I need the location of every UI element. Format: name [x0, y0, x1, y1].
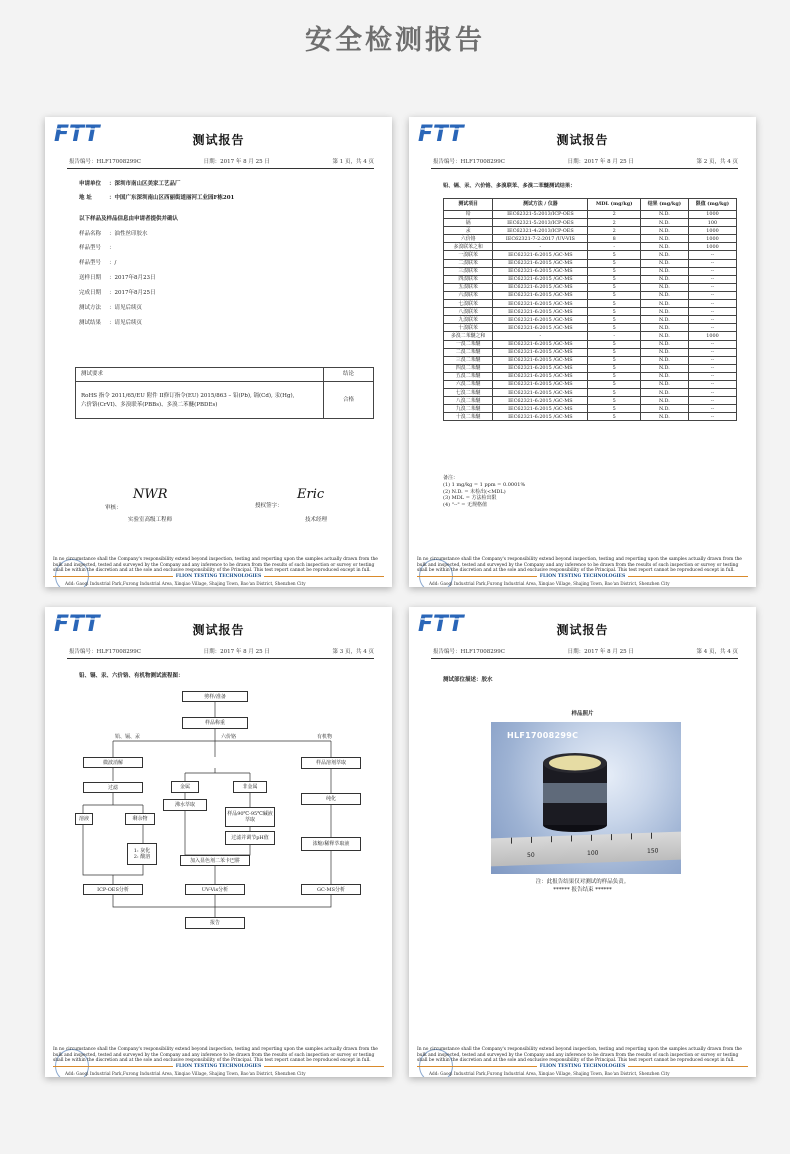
table-row [444, 235, 737, 243]
table-cell: -- [688, 291, 736, 299]
table-cell: -- [688, 316, 736, 324]
footer-bar [53, 1064, 384, 1069]
table-cell: -- [688, 308, 736, 316]
table-cell: N.D. [640, 389, 688, 397]
flow-step-extract: 样品溶剂萃取 [301, 757, 361, 769]
table-cell: 三溴二苯醚 [444, 356, 493, 364]
divider [431, 168, 738, 169]
table-cell: IEC62321-6:2015 /GC-MS [493, 283, 588, 291]
table-row [444, 251, 737, 259]
summary-header: 测试要求 [81, 371, 104, 378]
table-row [444, 413, 737, 421]
note-line: (4) "--" = 无规格值 [443, 502, 488, 508]
table-cell: IEC62321-6:2015 /GC-MS [493, 259, 588, 267]
row-value: ：请见后续页 [109, 305, 143, 311]
table-cell: 1000 [688, 227, 736, 235]
summary-table [75, 367, 374, 419]
signature-reviewer: NWR [133, 487, 168, 502]
table-cell: 5 [588, 283, 640, 291]
disclaimer: In no circumstance shall the Company's responsibility extend beyond inspection, testing and reporting upon the samples actually drawn from the bulk and inspected, tested and surveyed by the Company and any inference to be drawn from the results of such inspection or survey or testing shall be within the discretion and at the sole and exclusive responsibility of the Principal. This test report cannot be reproduced except in full. [417, 1047, 742, 1063]
report-meta [433, 649, 738, 656]
table-header-cell: 测试项目 [444, 199, 493, 211]
flowchart-heading: 铅、镉、汞、六价铬、有机物测试流程图： [79, 673, 184, 679]
table-cell: N.D. [640, 324, 688, 332]
table-cell: 100 [688, 219, 736, 227]
table-row [444, 243, 737, 251]
table-row [444, 283, 737, 291]
table-cell: - [588, 243, 640, 251]
table-cell: 三溴联苯 [444, 267, 493, 275]
page-number: 第 4 页，共 4 页 [696, 649, 738, 655]
table-cell: 2 [588, 227, 640, 235]
photo-caption: 样品照片 [571, 711, 594, 717]
table-cell: N.D. [640, 275, 688, 283]
disclaimer: In no circumstance shall the Company's responsibility extend beyond inspection, testing and reporting upon the samples actually drawn from the bulk and inspected, tested and surveyed by the Company and any inference to be drawn from the results of such inspection or survey or testing shall be within the discretion and at the sole and exclusive responsibility of the Principal. This test report cannot be reproduced except in full. [53, 557, 378, 573]
row-value: ：2017年8月23日 [109, 275, 156, 281]
table-cell: 5 [588, 308, 640, 316]
table-cell: IEC62321-4:2013/ICP-OES [493, 227, 588, 235]
flow-step-solution: 溶液 [75, 813, 93, 825]
table-cell: IEC62321-6:2015 /GC-MS [493, 324, 588, 332]
table-cell: 一溴二苯醚 [444, 340, 493, 348]
table-cell: N.D. [640, 227, 688, 235]
table-cell: N.D. [640, 372, 688, 380]
table-cell: N.D. [640, 340, 688, 348]
table-cell: 5 [588, 259, 640, 267]
table-cell: -- [688, 300, 736, 308]
page-number: 第 3 页，共 4 页 [332, 649, 374, 655]
table-cell: 5 [588, 413, 640, 421]
table-cell: 1000 [688, 243, 736, 251]
applicant-row [79, 181, 181, 188]
flow-step-ash: 1: 灰化 2: 酸溶 [127, 843, 157, 865]
table-cell: 5 [588, 356, 640, 364]
sample-row [79, 290, 156, 297]
row-key: 送样日期 [79, 275, 102, 281]
sample-row [79, 275, 156, 282]
test-part-description: 测试部位描述：胶水 [443, 677, 493, 683]
table-cell: IEC62321-6:2015 /GC-MS [493, 356, 588, 364]
table-cell: 一溴联苯 [444, 251, 493, 259]
table-row [444, 372, 737, 380]
address-value: ：中国广东深圳南山区西丽街道丽河工业园F栋201 [109, 195, 235, 201]
approve-label: 审核： [105, 505, 122, 511]
table-cell: IEC62321-5:2013/ICP-OES [493, 211, 588, 219]
table-row [444, 324, 737, 332]
table-cell: N.D. [640, 235, 688, 243]
row-value: ：2017年8月25日 [109, 290, 156, 296]
table-cell: - [493, 332, 588, 340]
table-cell: 铅 [444, 211, 493, 219]
report-date: 日期：2017 年 8 月 25 日 [567, 649, 634, 655]
table-cell: 五溴联苯 [444, 283, 493, 291]
table-cell: 四溴联苯 [444, 275, 493, 283]
page-number: 第 1 页，共 4 页 [332, 159, 374, 165]
summary-line: 六价铬(CrVI)、多溴联苯(PBBs)、多溴二苯醚(PBDEs) [81, 401, 218, 408]
sample-row [79, 245, 115, 252]
row-value: ：油性丝印胶水 [109, 231, 148, 237]
table-cell: N.D. [640, 332, 688, 340]
table-cell: 汞 [444, 227, 493, 235]
table-cell: 5 [588, 291, 640, 299]
table-cell: IEC62321-6:2015 /GC-MS [493, 405, 588, 413]
table-cell: 镉 [444, 219, 493, 227]
report-meta [433, 159, 738, 166]
table-cell: 5 [588, 251, 640, 259]
table-cell: IEC62321-7-2:2017 /UV-VIS [493, 235, 588, 243]
table-cell: -- [688, 413, 736, 421]
report-number: 报告编号：HLF17008299C [433, 159, 505, 165]
table-cell: 2 [588, 211, 640, 219]
table-cell: 5 [588, 340, 640, 348]
row-key: 样品型号 [79, 245, 102, 251]
footer-bar [417, 1064, 748, 1069]
table-cell: 5 [588, 405, 640, 413]
table-cell: 5 [588, 364, 640, 372]
table-row [444, 364, 737, 372]
table-cell: 5 [588, 348, 640, 356]
flow-step-icp: ICP-OES分析 [83, 884, 143, 895]
footer-address: Add: Gaoqi Industrial Park,Furong Industrial Area, Xinqiao Village, Shajing Town, Bao'an District, Shenzhen City [65, 1070, 306, 1076]
table-cell: 八溴联苯 [444, 308, 493, 316]
results-heading: 铅、镉、汞、六价铬、多溴联苯、多溴二苯醚测试结果： [443, 183, 576, 189]
table-cell: N.D. [640, 291, 688, 299]
table-cell: 1000 [688, 235, 736, 243]
table-cell: N.D. [640, 219, 688, 227]
table-cell: IEC62321-6:2015 /GC-MS [493, 372, 588, 380]
conclusion-header: 结论 [323, 368, 373, 381]
footer-address: Add: Gaoqi Industrial Park,Furong Industrial Area, Xinqiao Village, Shajing Town, Bao'an District, Shenzhen City [65, 580, 306, 586]
results-notes [443, 475, 525, 509]
table-cell: 十溴联苯 [444, 324, 493, 332]
table-cell: N.D. [640, 267, 688, 275]
table-cell: IEC62321-6:2015 /GC-MS [493, 413, 588, 421]
report-page-2 [409, 117, 756, 587]
table-header-cell: 结果 (mg/kg) [640, 199, 688, 211]
table-row [444, 219, 737, 227]
report-date: 日期：2017 年 8 月 25 日 [567, 159, 634, 165]
auth-role: 技术经理 [305, 517, 328, 523]
table-cell: 九溴联苯 [444, 316, 493, 324]
branch-organics: 有机物 [317, 734, 333, 740]
summary-line: RoHS 指令 2011/65/EU 附件 II修订指令(EU) 2015/863 – 铅(Pb), 镉(Cd), 汞(Hg), [81, 393, 295, 400]
report-number: 报告编号：HLF17008299C [69, 159, 141, 165]
table-cell: 1000 [688, 332, 736, 340]
flow-step-nonmetal: 非金属 [233, 781, 267, 793]
flow-step-report: 报告 [185, 917, 245, 929]
table-row [444, 316, 737, 324]
flow-step-prepare: 剪样/准备 [182, 691, 248, 702]
table-cell: IEC62321-6:2015 /GC-MS [493, 380, 588, 388]
svg-text:FTT: FTT [418, 122, 464, 145]
flow-step-concentrate: 浓缩/稀释萃取液 [301, 837, 361, 851]
signature-manager: Eric [297, 487, 325, 502]
page-number: 第 2 页，共 4 页 [696, 159, 738, 165]
table-cell: IEC62321-6:2015 /GC-MS [493, 267, 588, 275]
table-cell: -- [688, 380, 736, 388]
table-header-cell: 限值 (mg/kg) [688, 199, 736, 211]
table-cell: -- [688, 275, 736, 283]
report-page-3 [45, 607, 392, 1077]
table-cell: 2 [588, 219, 640, 227]
table-cell: N.D. [640, 211, 688, 219]
table-cell: IEC62321-6:2015 /GC-MS [493, 316, 588, 324]
table-row [444, 356, 737, 364]
table-cell: 十溴二苯醚 [444, 413, 493, 421]
table-cell: 五溴二苯醚 [444, 372, 493, 380]
flow-step-metal: 金属 [171, 781, 199, 793]
report-title: 测试报告 [192, 623, 245, 637]
auth-label: 授权签字： [255, 503, 283, 509]
table-cell: IEC62321-6:2015 /GC-MS [493, 397, 588, 405]
table-cell: -- [688, 389, 736, 397]
table-cell: -- [688, 405, 736, 413]
table-cell: 八溴二苯醚 [444, 397, 493, 405]
table-cell: IEC62321-6:2015 /GC-MS [493, 389, 588, 397]
table-cell: IEC62321-6:2015 /GC-MS [493, 300, 588, 308]
footer-address: Add: Gaoqi Industrial Park,Furong Industrial Area, Xinqiao Village, Shajing Town, Bao'an District, Shenzhen City [429, 1070, 670, 1076]
sample-info-heading: 以下样品及样品信息由申请者提供并确认 [79, 216, 179, 222]
table-cell: IEC62321-6:2015 /GC-MS [493, 340, 588, 348]
table-cell: -- [688, 283, 736, 291]
table-cell: -- [688, 364, 736, 372]
report-date: 日期：2017 年 8 月 25 日 [203, 159, 270, 165]
flow-step-residue: 剩余物 [125, 813, 155, 825]
table-cell: N.D. [640, 251, 688, 259]
table-row [444, 259, 737, 267]
photo-sample-id: HLF17008299C [507, 731, 579, 740]
flow-step-alkaline: 样品90℃-95℃碱液萃取 [225, 807, 275, 827]
disclaimer: In no circumstance shall the Company's responsibility extend beyond inspection, testing and reporting upon the samples actually drawn from the bulk and inspected, tested and surveyed by the Company and any inference to be drawn from the results of such inspection or survey or testing shall be within the discretion and at the sole and exclusive responsibility of the Principal. This test report cannot be reproduced except in full. [417, 557, 742, 573]
table-row [444, 348, 737, 356]
table-row [444, 332, 737, 340]
address-label: 地 址 [79, 195, 92, 201]
conclusion-value: 合格 [323, 382, 373, 419]
table-cell: - [493, 243, 588, 251]
row-key: 测试结果 [79, 320, 102, 326]
table-cell: 七溴二苯醚 [444, 389, 493, 397]
table-cell: 七溴联苯 [444, 300, 493, 308]
table-row [444, 308, 737, 316]
table-cell: 多溴二苯醚之和 [444, 332, 493, 340]
table-cell: 5 [588, 324, 640, 332]
report-date: 日期：2017 年 8 月 25 日 [203, 649, 270, 655]
footer-company: FLION TESTING TECHNOLOGIES [175, 573, 262, 579]
table-cell: N.D. [640, 364, 688, 372]
flow-step-gcms: GC-MS分析 [301, 884, 361, 895]
flow-step-digest: 微波消解 [83, 757, 143, 768]
report-number: 报告编号：HLF17008299C [69, 649, 141, 655]
table-row [444, 291, 737, 299]
table-row [444, 227, 737, 235]
table-cell: N.D. [640, 243, 688, 251]
table-cell: 5 [588, 380, 640, 388]
branch-heavy-metals: 铅、镉、汞 [115, 734, 141, 740]
table-cell: N.D. [640, 316, 688, 324]
row-value: ：/ [109, 260, 117, 266]
table-cell: IEC62321-6:2015 /GC-MS [493, 291, 588, 299]
flow-step-weigh: 样品称重 [182, 717, 248, 729]
table-header-cell: MDL (mg/kg) [588, 199, 640, 211]
table-cell: -- [688, 397, 736, 405]
branch-chromium: 六价铬 [221, 734, 237, 740]
footer-company: FLION TESTING TECHNOLOGIES [539, 1063, 626, 1069]
applicant-label: 申请单位 [79, 181, 102, 187]
row-value: ： [109, 245, 115, 251]
sample-row [79, 305, 142, 312]
flow-step-uv: UV-Vis分析 [185, 884, 245, 895]
table-cell: N.D. [640, 397, 688, 405]
ruler-mark: 150 [647, 847, 659, 855]
disclaimer: In no circumstance shall the Company's responsibility extend beyond inspection, testing and reporting upon the samples actually drawn from the bulk and inspected, tested and surveyed by the Company and any inference to be drawn from the results of such inspection or survey or testing shall be within the discretion and at the sole and exclusive responsibility of the Principal. This test report cannot be reproduced except in full. [53, 1047, 378, 1063]
table-cell: 5 [588, 267, 640, 275]
table-cell: -- [688, 340, 736, 348]
divider [431, 658, 738, 659]
table-cell: N.D. [640, 380, 688, 388]
table-cell: 六价铬 [444, 235, 493, 243]
flow-step-color: 加入显色剂二苯卡巴肼 [180, 855, 250, 866]
table-row [444, 380, 737, 388]
table-row [444, 340, 737, 348]
table-cell: N.D. [640, 308, 688, 316]
note-line: 备注： [443, 475, 459, 481]
row-value: ：请见后续页 [109, 320, 143, 326]
svg-text:FTT: FTT [418, 612, 464, 635]
row-key: 样品名称 [79, 231, 102, 237]
table-row [444, 300, 737, 308]
table-cell: 5 [588, 300, 640, 308]
result-note: 注：此报告结果仅对测试的样品负责。 [535, 879, 630, 885]
footer-bar [53, 574, 384, 579]
table-cell: -- [688, 267, 736, 275]
note-line: (2) N.D. = 未检出(<MDL) [443, 488, 506, 495]
table-cell: -- [688, 356, 736, 364]
table-cell: - [588, 332, 640, 340]
row-key: 完成日期 [79, 290, 102, 296]
table-cell: N.D. [640, 300, 688, 308]
applicant-value: ：深圳市南山区美家工艺品厂 [109, 181, 181, 187]
table-cell: 8 [588, 235, 640, 243]
approve-role: 实验室高级工程师 [128, 517, 173, 523]
table-cell: 多溴联苯之和 [444, 243, 493, 251]
report-meta [69, 159, 374, 166]
table-cell: 九溴二苯醚 [444, 405, 493, 413]
table-cell: IEC62321-5:2013/ICP-OES [493, 219, 588, 227]
table-row [444, 267, 737, 275]
table-cell: 二溴联苯 [444, 259, 493, 267]
footer-company: FLION TESTING TECHNOLOGIES [175, 1063, 262, 1069]
table-cell: 六溴二苯醚 [444, 380, 493, 388]
table-cell: N.D. [640, 283, 688, 291]
note-line: (3) MDL = 方法检出限 [443, 495, 497, 502]
table-header-cell: 测试方法 / 仪器 [493, 199, 588, 211]
table-cell: 5 [588, 389, 640, 397]
table-cell: 5 [588, 316, 640, 324]
table-cell: IEC62321-6:2015 /GC-MS [493, 348, 588, 356]
table-cell: 二溴二苯醚 [444, 348, 493, 356]
table-cell: 1000 [688, 211, 736, 219]
end-of-report: ****** 报告结束 ****** [553, 887, 612, 893]
report-number: 报告编号：HLF17008299C [433, 649, 505, 655]
table-cell: 5 [588, 275, 640, 283]
table-cell: 5 [588, 397, 640, 405]
report-title: 测试报告 [556, 623, 609, 637]
flow-step-filter: 过滤 [83, 782, 143, 793]
ruler-mark: 50 [527, 851, 535, 860]
flow-step-purify: 纯化 [301, 793, 361, 805]
table-cell: -- [688, 372, 736, 380]
footer-company: FLION TESTING TECHNOLOGIES [539, 573, 626, 579]
table-cell: N.D. [640, 405, 688, 413]
sample-row [79, 231, 148, 238]
ruler-mark: 100 [587, 849, 599, 857]
table-row [444, 389, 737, 397]
report-title: 测试报告 [192, 133, 245, 147]
table-cell: N.D. [640, 356, 688, 364]
table-cell: IEC62321-6:2015 /GC-MS [493, 251, 588, 259]
report-page-1 [45, 117, 392, 587]
sample-row [79, 320, 142, 327]
row-key: 样品型号 [79, 260, 102, 266]
footer-address: Add: Gaoqi Industrial Park,Furong Industrial Area, Xinqiao Village, Shajing Town, Bao'an District, Shenzhen City [429, 580, 670, 586]
table-cell: 四溴二苯醚 [444, 364, 493, 372]
table-cell: N.D. [640, 259, 688, 267]
table-cell: N.D. [640, 348, 688, 356]
report-page-4 [409, 607, 756, 1077]
table-cell: -- [688, 324, 736, 332]
svg-text:FTT: FTT [54, 612, 100, 635]
table-cell: IEC62321-6:2015 /GC-MS [493, 364, 588, 372]
table-cell: 六溴联苯 [444, 291, 493, 299]
results-table [443, 198, 737, 421]
table-cell: N.D. [640, 413, 688, 421]
table-row [444, 211, 737, 219]
flow-step-boil: 沸水萃取 [163, 799, 207, 811]
table-row [444, 405, 737, 413]
table-cell: IEC62321-6:2015 /GC-MS [493, 308, 588, 316]
table-cell: -- [688, 251, 736, 259]
sample-row [79, 260, 116, 267]
flow-step-ph: 过滤并调节pH值 [225, 831, 275, 845]
page-title: 安全检测报告 [305, 25, 485, 56]
divider [67, 168, 374, 169]
table-cell: 5 [588, 372, 640, 380]
note-line: (1) 1 mg/kg = 1 ppm = 0.0001% [443, 481, 526, 488]
table-row [444, 275, 737, 283]
footer-bar [417, 574, 748, 579]
address-row [79, 195, 234, 202]
jar-icon [537, 749, 613, 833]
table-cell: -- [688, 259, 736, 267]
table-cell: -- [688, 348, 736, 356]
report-title: 测试报告 [556, 133, 609, 147]
row-key: 测试方法 [79, 305, 102, 311]
svg-text:FTT: FTT [54, 122, 100, 145]
table-cell: IEC62321-6:2015 /GC-MS [493, 275, 588, 283]
table-row [444, 397, 737, 405]
